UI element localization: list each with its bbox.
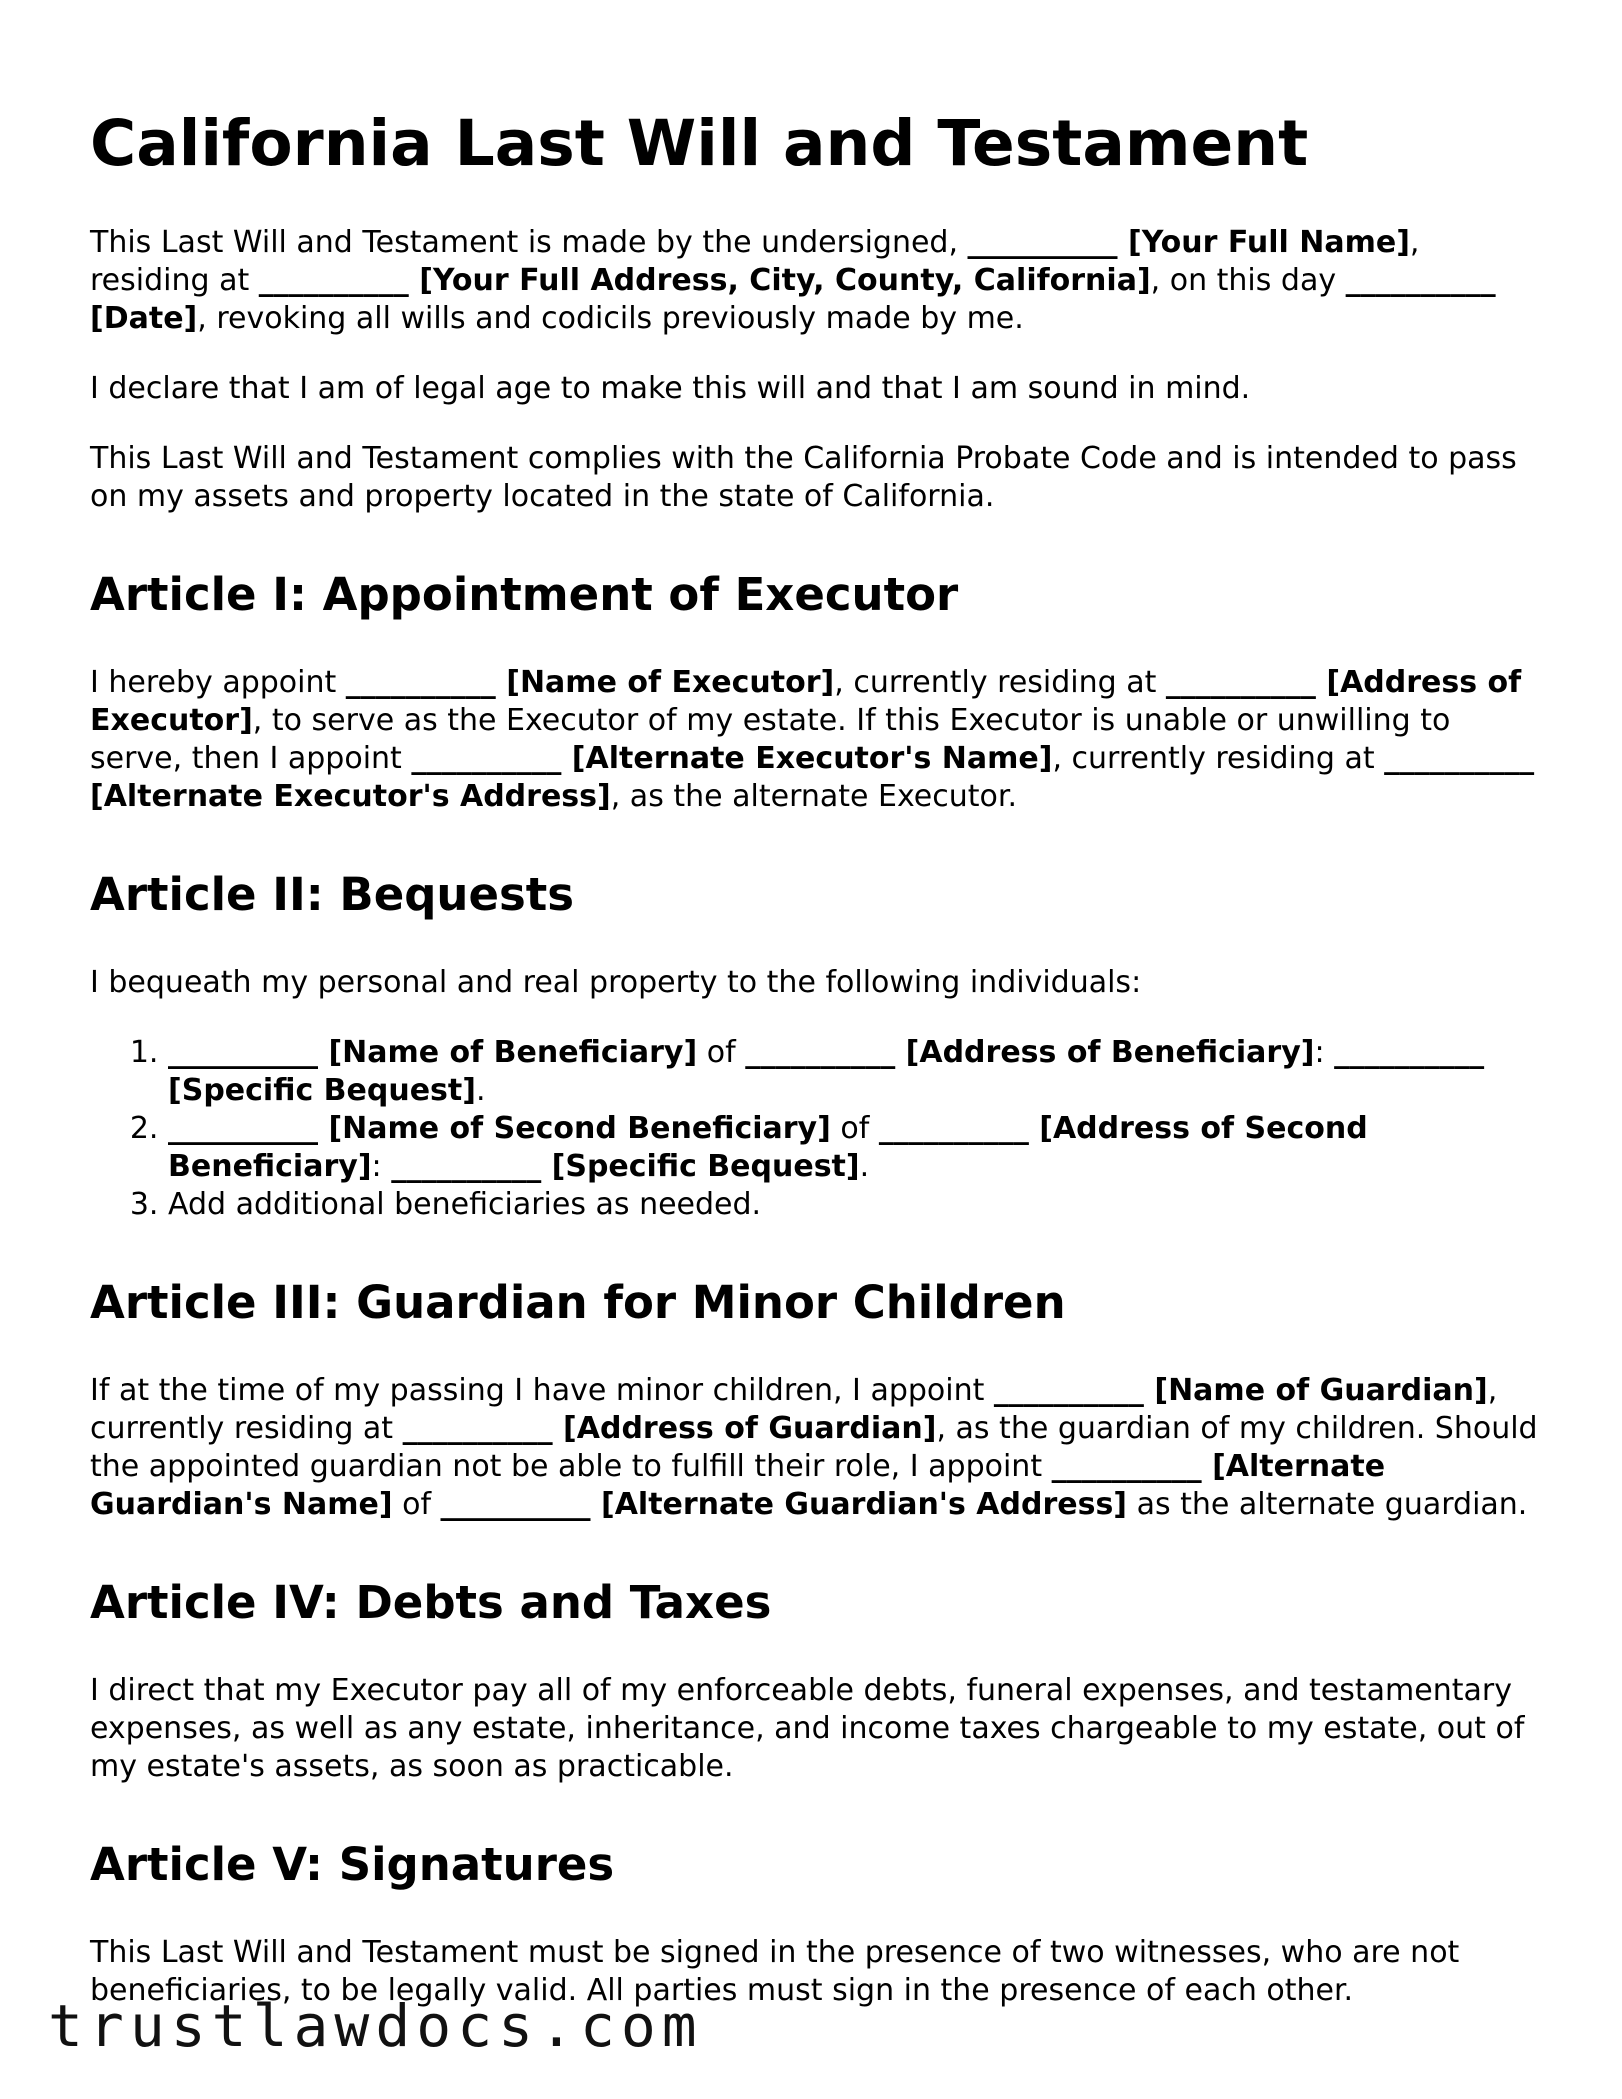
specific-bequest-field: __________ [Specific Bequest] [168,1035,1485,1109]
list-text: . [475,1073,486,1109]
article-text: If at the time of my passing I have minor children, I appoint [90,1373,994,1409]
article-text: , currently residing at [834,665,1166,701]
article-5-paragraph: This Last Will and Testament must be signed in the presence of two witnesses, who are not beneficiaries, to be legally valid. All parties must sign in the presence of each other. [90,1935,1460,2009]
list-text: of [830,1111,879,1147]
testator-name-field: __________ [Your Full Name] [967,225,1410,261]
guardian-address-field: __________ [Address of Guardian] [402,1411,937,1447]
article-text: I hereby appoint [90,665,346,701]
article-5-heading: Article V: Signatures [90,1838,615,1892]
bequests-intro: I bequeath my personal and real property to the following individuals: [90,965,1142,1001]
article-2-heading: Article II: Bequests [90,868,575,922]
watermark: trustlawdocs.com [48,1992,703,2060]
article-text: of [392,1487,441,1523]
document-title: California Last Will and Testament [90,107,1309,180]
intro-text: , residing at [90,225,1420,299]
list-item [168,1110,1540,1186]
article-4-paragraph: I direct that my Executor pay all of my enforceable debts, funeral expenses, and testamentary expenses, as well as any estate, inheritance, and income taxes chargeable to my estate, out of my estate's assets, as soon as practicable. [90,1673,1525,1785]
list-text: : [1314,1035,1335,1071]
list-item: 3. Add additional beneficiaries as needed. [168,1186,1540,1224]
intro-text: , on this day [1150,263,1346,299]
alternate-executor-name-field: __________ [Alternate Executor's Name] [411,741,1053,777]
article-text: , currently residing at [1052,741,1385,777]
second-beneficiary-name-field: __________ [Name of Second Beneficiary] [168,1111,831,1147]
guardian-name-field: __________ [Name of Guardian] [993,1373,1488,1409]
article-text: , currently residing at [90,1373,1498,1447]
beneficiary-name-field: __________ [Name of Beneficiary] [168,1035,698,1071]
list-text: of [697,1035,746,1071]
intro-text: , revoking all wills and codicils previously made by me. [197,301,1024,337]
article-3-heading: Article III: Guardian for Minor Children [90,1276,1066,1330]
article-text: as the alternate guardian. [1127,1487,1528,1523]
article-text: , to serve as the Executor of my estate. If this Executor is unable or unwilling to serve, then I appoint [90,703,1451,777]
bequests-list [90,1034,1540,1224]
specific-bequest-field: __________ [Specific Bequest] [391,1149,860,1185]
executor-name-field: __________ [Name of Executor] [345,665,835,701]
list-text: . [859,1149,870,1185]
document-page [90,108,1540,2042]
probate-code-paragraph: This Last Will and Testament complies with the California Probate Code and is intended to pass on my assets and property located in the state of California. [90,441,1517,515]
article-1-heading: Article I: Appointment of Executor [90,568,959,622]
article-1-paragraph [90,664,1540,816]
intro-text: This Last Will and Testament is made by the undersigned, [90,225,968,261]
article-4-heading: Article IV: Debts and Taxes [90,1576,772,1630]
executor-address-field: __________ [Address of Executor] [90,665,1522,739]
intro-paragraph [90,224,1540,338]
testator-address-field: __________ [Your Full Address, City, County, California] [258,263,1151,299]
article-text: , as the alternate Executor. [610,779,1018,815]
alternate-guardian-name-field: __________ [Alternate Guardian's Name] [90,1449,1386,1523]
article-text: , as the guardian of my children. Should the appointed guardian not be able to fulfill their role, I appoint [90,1411,1538,1485]
alternate-guardian-address-field: __________ [Alternate Guardian's Address] [440,1487,1128,1523]
beneficiary-address-field: __________ [Address of Beneficiary] [745,1035,1315,1071]
article-3-paragraph [90,1372,1540,1524]
date-field: __________ [Date] [90,263,1496,337]
alternate-executor-address-field: __________ [Alternate Executor's Address] [90,741,1535,815]
legal-age-paragraph: I declare that I am of legal age to make this will and that I am sound in mind. [90,371,1251,407]
second-beneficiary-address-field: __________ [Address of Second Beneficiary] [168,1111,1368,1185]
list-item [168,1034,1540,1110]
list-text: : [371,1149,392,1185]
